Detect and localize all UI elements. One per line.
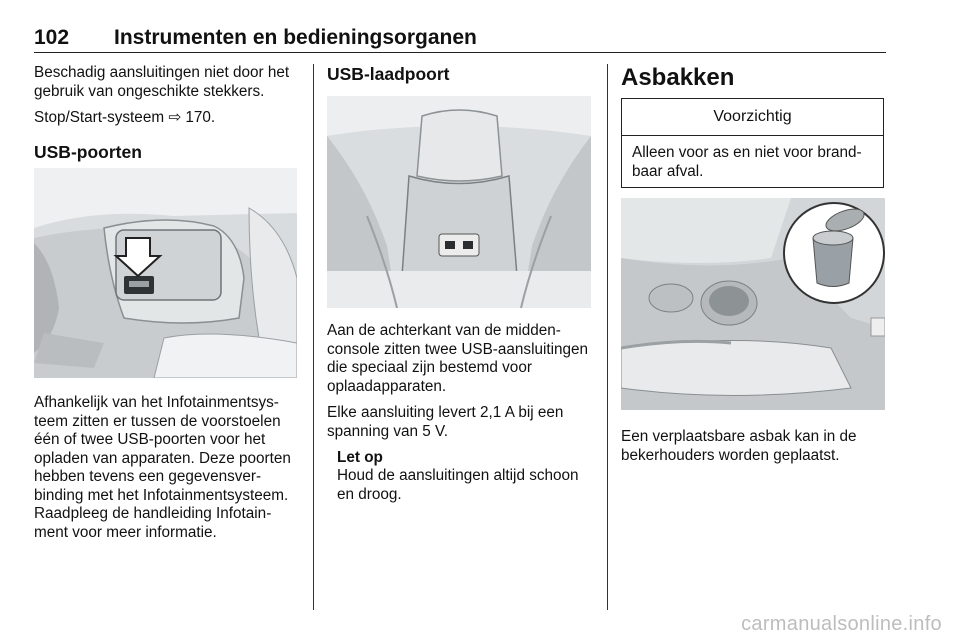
page-title: Instrumenten en bedieningsorganen <box>114 26 477 49</box>
column-2-lower <box>327 322 593 504</box>
paragraph: Elke aansluiting levert 2,1 A bij een spanning van 5 V. <box>327 404 564 440</box>
cross-reference: Stop/Start-systeem ⇨ 170. <box>34 109 216 126</box>
paragraph: Beschadig aansluitingen niet door het gebruik van ongeschikte stekkers. <box>34 64 290 100</box>
paragraph: Aan de achterkant van de middenconsole zitten twee USB-aansluitingen die speciaal zijn bestemd voor oplaadapparaten. <box>327 322 589 395</box>
paragraph: Een verplaatsbare asbak kan in de bekerhouders worden geplaatst. <box>621 428 857 464</box>
column-1-lower <box>34 394 300 542</box>
column-2 <box>327 64 593 85</box>
ashtray-photo <box>621 198 885 410</box>
usb-charging-port-photo <box>327 96 591 308</box>
caution-box <box>621 98 884 188</box>
page-number: 102 <box>34 26 70 49</box>
note-text: Houd de aansluitingen altijd schoon en droog. <box>337 467 579 503</box>
page-header <box>34 26 886 53</box>
note-box <box>327 449 593 504</box>
column-divider <box>607 64 608 610</box>
section-heading-usb-charging-port: USB-laadpoort <box>327 64 450 84</box>
caution-text: Alleen voor as en niet voor brandbaar afval. <box>632 144 862 180</box>
paragraph: Afhankelijk van het Infotainmentsysteem zitten er tussen de voorstoelen één of twee USB-poorten voor het opladen van apparaten. Deze poorten hebben tevens een gegevensverbinding met het Infotainmentsysteem. Raadpleeg de handleiding Infotainment voor meer informatie. <box>34 394 291 541</box>
section-heading-usb-ports: USB-poorten <box>34 141 142 162</box>
note-title: Let op <box>337 449 383 466</box>
usb-ports-photo <box>34 168 297 378</box>
caution-title: Voorzichtig <box>622 99 883 136</box>
watermark: carmanualsonline.info <box>741 613 942 635</box>
column-3 <box>621 64 887 92</box>
column-1 <box>34 64 300 163</box>
column-divider <box>313 64 314 610</box>
section-heading-ashtrays: Asbakken <box>621 64 735 91</box>
column-3-lower <box>621 428 887 465</box>
